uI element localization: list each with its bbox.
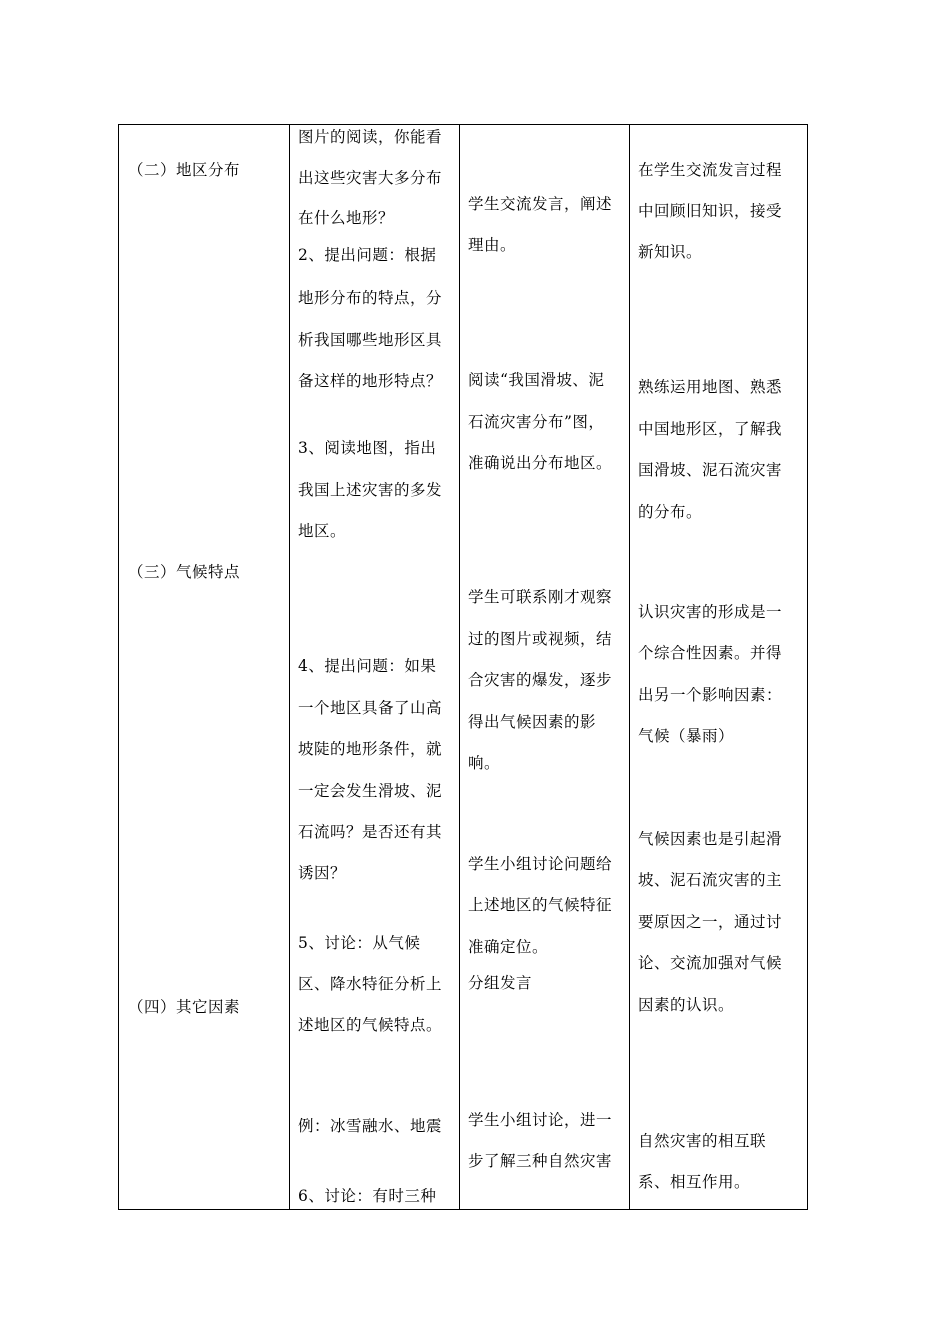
text-line: 论、交流加强对气候 xyxy=(638,954,783,972)
text-line: 步了解三种自然灾害 xyxy=(468,1152,613,1170)
text-line: 阅读“我国滑坡、泥 xyxy=(468,371,605,389)
text-line: 4、提出问题：如果 xyxy=(298,657,437,675)
text-line: 气候（暴雨） xyxy=(638,727,735,745)
text-line: 坡陡的地形条件，就 xyxy=(298,740,443,758)
text-line: 出这些灾害大多分布 xyxy=(298,169,443,187)
text-line: 6、讨论：有时三种 xyxy=(298,1187,437,1205)
text-line: 熟练运用地图、熟悉 xyxy=(638,378,783,396)
text-line: 5、讨论：从气候 xyxy=(298,934,421,952)
text-line: 析我国哪些地形区具 xyxy=(298,331,443,349)
text-line: 合灾害的爆发，逐步 xyxy=(468,671,613,689)
text-line: 学生小组讨论问题给 xyxy=(468,855,613,873)
text-line: 系、相互作用。 xyxy=(638,1173,751,1191)
text-line: 认识灾害的形成是一 xyxy=(638,603,783,621)
text-line: 石流吗？是否还有其 xyxy=(298,823,443,841)
text-line: 得出气候因素的影 xyxy=(468,713,597,731)
text-line: 诱因？ xyxy=(298,864,347,882)
text-line: 中回顾旧知识，接受 xyxy=(638,202,783,220)
text-line: 准确说出分布地区。 xyxy=(468,454,613,472)
column-divider xyxy=(459,125,460,1209)
text-line: 在什么地形？ xyxy=(298,209,395,227)
text-line: 出另一个影响因素： xyxy=(638,686,783,704)
text-line: 2、提出问题：根据 xyxy=(298,246,437,264)
text-line: 学生可联系刚才观察 xyxy=(468,588,613,606)
section-heading: （二）地区分布 xyxy=(128,161,241,179)
column-divider xyxy=(289,125,290,1209)
text-line: 一定会发生滑坡、泥 xyxy=(298,782,443,800)
text-line: 要原因之一，通过讨 xyxy=(638,913,783,931)
column-divider xyxy=(629,125,630,1209)
text-line: 一个地区具备了山高 xyxy=(298,699,443,717)
text-line: 新知识。 xyxy=(638,243,703,261)
text-line: 国滑坡、泥石流灾害 xyxy=(638,461,783,479)
text-line: 准确定位。 xyxy=(468,938,549,956)
text-line: 的分布。 xyxy=(638,503,703,521)
text-line: 备这样的地形特点？ xyxy=(298,372,443,390)
text-line: 分组发言 xyxy=(468,974,533,992)
text-line: 地形分布的特点，分 xyxy=(298,289,443,307)
text-line: 学生小组讨论，进一 xyxy=(468,1111,613,1129)
section-heading: （四）其它因素 xyxy=(128,998,241,1016)
text-line: 3、阅读地图，指出 xyxy=(298,439,437,457)
text-line: 在学生交流发言过程 xyxy=(638,161,783,179)
text-line: 石流灾害分布”图， xyxy=(468,413,605,431)
text-line: 坡、泥石流灾害的主 xyxy=(638,871,783,889)
text-line: 过的图片或视频，结 xyxy=(468,630,613,648)
text-line: 个综合性因素。并得 xyxy=(638,644,783,662)
text-line: 地区。 xyxy=(298,522,347,540)
text-line: 中国地形区，了解我 xyxy=(638,420,783,438)
section-heading: （三）气候特点 xyxy=(128,563,241,581)
text-line: 区、降水特征分析上 xyxy=(298,975,443,993)
text-line: 自然灾害的相互联 xyxy=(638,1132,767,1150)
text-line: 上述地区的气候特征 xyxy=(468,896,613,914)
text-line: 气候因素也是引起滑 xyxy=(638,830,783,848)
text-line: 图片的阅读，你能看 xyxy=(298,128,443,146)
text-line: 因素的认识。 xyxy=(638,996,735,1014)
text-line: 响。 xyxy=(468,754,501,772)
text-line: 学生交流发言，阐述 xyxy=(468,195,613,213)
text-line: 例：冰雪融水、地震 xyxy=(298,1117,443,1135)
lesson-table xyxy=(118,124,808,1210)
text-line: 我国上述灾害的多发 xyxy=(298,481,443,499)
text-line: 述地区的气候特点。 xyxy=(298,1016,443,1034)
text-line: 理由。 xyxy=(468,236,517,254)
